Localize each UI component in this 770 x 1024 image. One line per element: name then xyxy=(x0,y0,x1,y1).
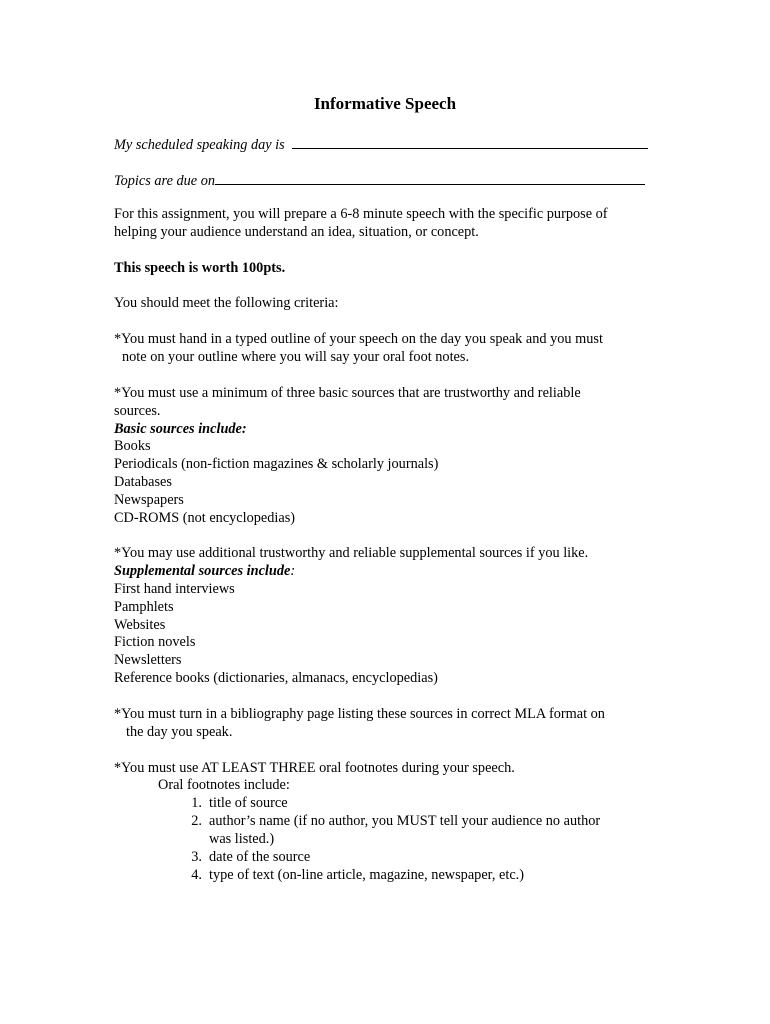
topics-due-row xyxy=(114,170,645,190)
intro-line-1: For this assignment, you will prepare a 6-8 minute speech with the specific purpose of xyxy=(114,206,608,222)
criterion-4-line-2: the day you speak. xyxy=(126,724,233,740)
intro-line-2: helping your audience understand an idea, situation, or concept. xyxy=(114,224,479,240)
criterion-2-line-2: sources. xyxy=(114,403,161,419)
criterion-1-line-1: *You must hand in a typed outline of your speech on the day you speak and you must xyxy=(114,331,603,347)
list-number: 4. xyxy=(191,867,202,883)
criterion-5: *You must use AT LEAST THREE oral footnotes during your speech. xyxy=(114,760,515,776)
speech-worth: This speech is worth 100pts. xyxy=(114,260,286,276)
oral-footnote-item xyxy=(180,866,524,884)
supplemental-sources-heading xyxy=(114,562,295,580)
list-number: 2. xyxy=(191,813,202,829)
basic-source-item: Periodicals (non-fiction magazines & scholarly journals) xyxy=(114,456,439,472)
supplemental-source-item: Newsletters xyxy=(114,652,182,668)
criterion-3: *You may use additional trustworthy and reliable supplemental sources if you like. xyxy=(114,545,589,561)
list-text: author’s name (if no author, you MUST tell your audience no author xyxy=(209,813,601,829)
basic-source-item: Databases xyxy=(114,474,172,490)
supplemental-source-item: Websites xyxy=(114,617,166,633)
supplemental-heading-text: Supplemental sources include xyxy=(114,563,291,579)
basic-sources-heading: Basic sources include: xyxy=(114,421,247,437)
supplemental-source-item: First hand interviews xyxy=(114,581,235,597)
supplemental-source-item: Fiction novels xyxy=(114,634,196,650)
list-text: title of source xyxy=(209,795,288,811)
speaking-day-label: My scheduled speaking day is xyxy=(114,137,285,153)
topics-due-blank[interactable] xyxy=(215,170,645,185)
supplemental-source-item: Reference books (dictionaries, almanacs, encyclopedias) xyxy=(114,670,438,686)
list-text: date of the source xyxy=(209,849,311,865)
criteria-intro: You should meet the following criteria: xyxy=(114,295,339,311)
list-number: 3. xyxy=(191,849,202,865)
speaking-day-blank[interactable] xyxy=(292,134,648,149)
oral-footnote-item xyxy=(180,848,310,866)
oral-footnote-item xyxy=(180,812,600,830)
document-title: Informative Speech xyxy=(313,94,457,113)
basic-source-item: CD-ROMS (not encyclopedias) xyxy=(114,510,296,526)
criterion-4-line-1: *You must turn in a bibliography page listing these sources in correct MLA format on xyxy=(114,706,605,722)
supplemental-heading-colon: : xyxy=(290,563,296,579)
list-text: type of text (on-line article, magazine, newspaper, etc.) xyxy=(209,867,525,883)
list-number: 1. xyxy=(191,795,202,811)
criterion-1-line-2: note on your outline where you will say your oral foot notes. xyxy=(122,349,470,365)
basic-source-item: Books xyxy=(114,438,151,454)
basic-source-item: Newspapers xyxy=(114,492,184,508)
oral-footnote-item xyxy=(180,794,288,812)
list-text: was listed.) xyxy=(209,831,275,847)
criterion-2-line-1: *You must use a minimum of three basic sources that are trustworthy and reliable xyxy=(114,385,581,401)
oral-footnote-item-continuation xyxy=(180,830,274,848)
oral-footnotes-heading: Oral footnotes include: xyxy=(158,777,290,793)
topics-due-label: Topics are due on xyxy=(114,173,216,189)
speaking-day-row xyxy=(114,134,648,154)
supplemental-source-item: Pamphlets xyxy=(114,599,174,615)
